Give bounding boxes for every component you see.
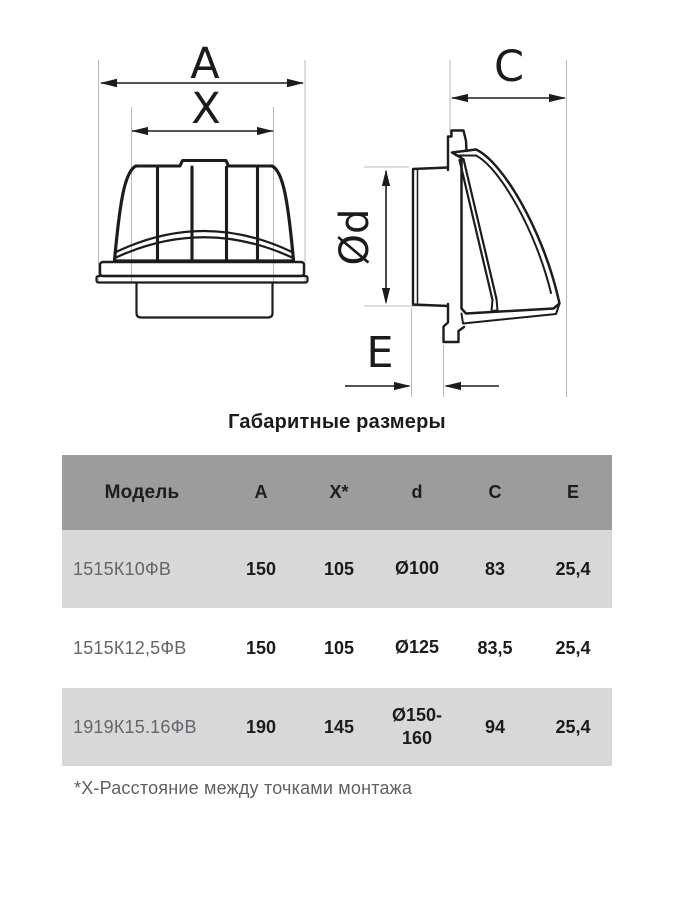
dim-label-C: C xyxy=(493,42,525,92)
table-header-row xyxy=(62,455,612,530)
table-title: Габаритные размеры xyxy=(228,411,446,433)
flap-line xyxy=(460,159,498,311)
dim-E xyxy=(345,382,499,390)
value-d: Ø150-160 xyxy=(391,704,443,748)
value-c: 83 xyxy=(484,558,506,579)
value-c: 83,5 xyxy=(477,637,513,658)
value-a: 150 xyxy=(245,637,277,658)
footnote: *Х-Расстояние между точками монтажа xyxy=(74,778,413,798)
value-e: 25,4 xyxy=(555,637,591,658)
dimension-drawing xyxy=(0,0,675,402)
dim-C xyxy=(451,94,566,102)
table-row xyxy=(62,608,612,688)
value-a: 190 xyxy=(245,716,277,737)
value-d: Ø125 xyxy=(394,637,440,658)
value-c: 94 xyxy=(484,716,506,737)
model-name: 1515К10ФВ xyxy=(73,558,172,579)
dim-label-E: E xyxy=(366,328,394,378)
dim-label-d: Ød xyxy=(332,208,378,266)
value-x: 105 xyxy=(323,558,355,579)
value-x: 145 xyxy=(323,716,355,737)
col-header-a: A xyxy=(254,482,268,502)
value-e: 25,4 xyxy=(555,716,591,737)
model-name: 1919К15.16ФВ xyxy=(73,716,197,737)
model-name: 1515К12,5ФВ xyxy=(73,637,187,658)
dim-label-X: X xyxy=(191,84,221,134)
col-header-c: C xyxy=(488,482,502,502)
front-view-drawing xyxy=(97,161,308,318)
value-x: 105 xyxy=(323,637,355,658)
col-header-d: d xyxy=(411,482,423,502)
grille-bars xyxy=(158,167,258,260)
value-a: 150 xyxy=(245,558,277,579)
col-header-e: E xyxy=(566,482,579,502)
dim-d xyxy=(382,170,390,305)
dim-label-A: A xyxy=(190,39,220,89)
col-header-model: Модель xyxy=(104,481,180,503)
table-row xyxy=(62,530,612,608)
table-row xyxy=(62,688,612,766)
value-e: 25,4 xyxy=(555,558,591,579)
side-view-drawing xyxy=(413,131,560,343)
value-d: Ø100 xyxy=(394,558,440,579)
dimensions-table xyxy=(62,455,612,766)
col-header-x: X* xyxy=(329,482,349,502)
